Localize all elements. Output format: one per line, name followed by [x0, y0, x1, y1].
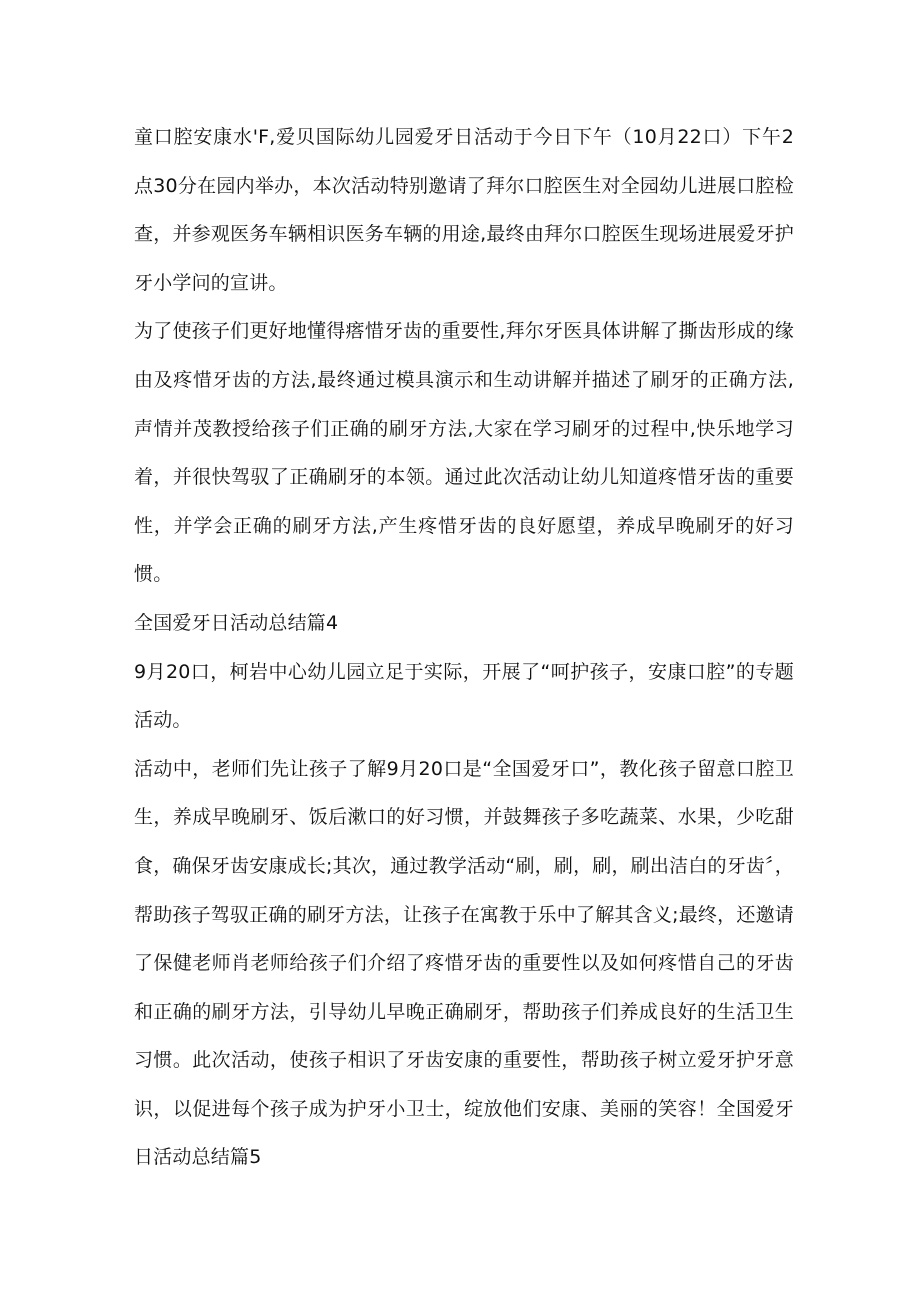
paragraph-checkup-event: 童口腔安康水'F,爱贝国际幼儿园爱牙日活动于今日下午（10月22口）下午2点30分在园内举办，本次活动特别邀请了拜尔口腔医生对全园幼儿进展口腔检查，并参观医务车辆相识医务车辆的用途,最终由拜尔口腔医生现场进展爱牙护牙小学问的宣讲。 [134, 126, 794, 294]
document-page [134, 113, 794, 1182]
paragraph-keyan-intro: 9月20口，柯岩中心幼儿园立足于实际，开展了“呵护孩子，安康口腔”的专题活动。 [134, 660, 794, 732]
paragraph-brushing-lesson: 为了使孩子们更好地懂得瘩惜牙齿的重要性,拜尔牙医具体讲解了撕齿形成的缘由及疼惜牙齿的方法,最终通过模具演示和生动讲解并描述了刷牙的正确方法,声情并茂教授给孩子们正确的刷牙方法,大家在学习刷牙的过程中,快乐地学习着，并很快驾驭了正确刷牙的本领。通过此次活动让幼儿知道疼惜牙齿的重要性，并学会正确的刷牙方法,产生疼惜牙齿的良好愿望，养成早晚刷牙的好习惯。 [134, 320, 794, 586]
paragraph-activity-details: 活动中，老师们先让孩子了解9月20口是“全国爱牙口”，教化孩子留意口腔卫生，养成早晚刷牙、饭后漱口的好习惯，并鼓舞孩子多吃蔬菜、水果，少吃甜食，确保牙齿安康成长;其次，通过教学活动“刷，刷，刷，刷出洁白的牙齿〞，帮助孩子驾驭正确的刷牙方法，让孩子在寓教于乐中了解其含义;最终，还邀请了保健老师肖老师给孩子们介绍了疼惜牙齿的重要性以及如何疼惜自己的牙齿和正确的刷牙方法，引导幼儿早晚正确刷牙，帮助孩子们养成良好的生活卫生习惯。此次活动，使孩子相识了牙齿安康的重要性，帮助孩子树立爱牙护牙意识，以促进每个孩子成为护牙小卫士，绽放他们安康、美丽的笑容！全国爱牙日活动总结篇5 [134, 757, 794, 1169]
section-heading-4: 全国爱牙日活动总结篇4 [134, 611, 339, 634]
